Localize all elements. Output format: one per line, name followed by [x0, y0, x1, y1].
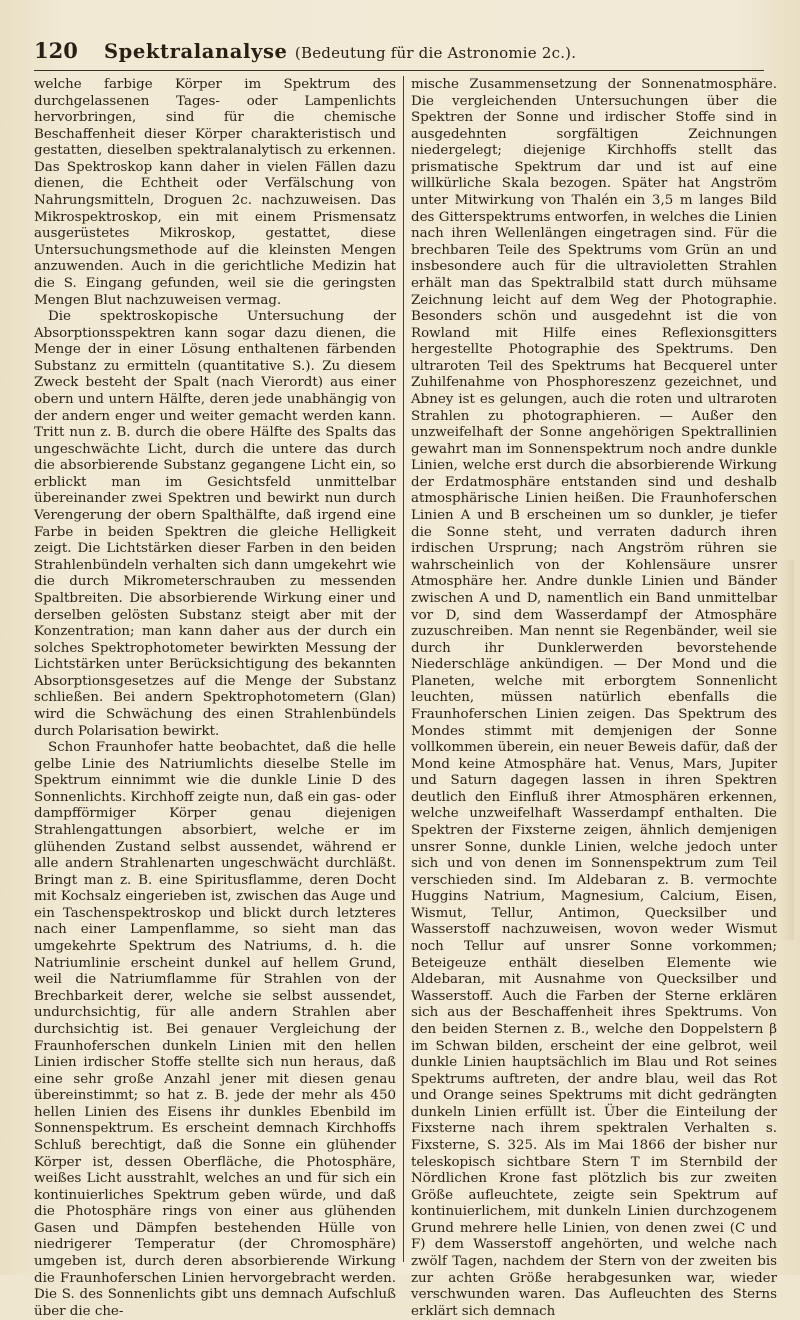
title-main: Spektralanalyse — [104, 40, 288, 63]
running-head — [34, 38, 760, 68]
paragraph: welche farbige Körper im Spektrum des durchgelassenen Tages- oder Lampenlichts hervorbringen, sind für die chemische Beschaffenheit dieser Körper charakteristisch und gestatten, dieselben spektralanalytisch zu erkennen. Das Spektroskop kann daher in vielen Fällen dazu dienen, die Echtheit oder Verfälschung von Nahrungsmitteln, Droguen 2c. nachzuweisen. Das Mikrospektroskop, ein mit einem Prismensatz ausgerüstetes Mikroskop, gestattet, diese Untersuchungsmethode auf die kleinsten Mengen anzuwenden. Auch in die gerichtliche Medizin hat die S. Eingang gefunden, weil sie die geringsten Mengen Blut nachzuweisen vermag. — [34, 77, 396, 308]
right-column — [411, 77, 777, 1320]
page-title — [104, 40, 760, 63]
left-column — [34, 77, 396, 1320]
title-subtitle: (Bedeutung für die Astronomie 2c.). — [294, 44, 577, 62]
page-number: 120 — [34, 38, 78, 63]
page-edge-shading — [780, 560, 794, 940]
paragraph: Schon Fraunhofer hatte beobachtet, daß die helle gelbe Linie des Natriumlichts dieselbe Stelle im Spektrum einnimmt wie die dunkle Linie D des Sonnenlichts. Kirchhoff zeigte nun, daß ein gas- oder dampfförmiger Körper genau diejenigen Strahlengattungen absorbiert, welche er im glühenden Zustand selbst aussendet, während er alle andern Strahlenarten ungeschwächt durchläßt. Bringt man z. B. eine Spiritusflamme, deren Docht mit Kochsalz eingerieben ist, zwischen das Auge und ein Taschenspektroskop und blickt durch letzteres nach einer Lampenflamme, so sieht man das umgekehrte Spektrum des Natriums, d. h. die Natriumlinie erscheint dunkel auf hellem Grund, weil die Natriumflamme für Strahlen von der Brechbarkeit derer, welche sie selbst aussendet, undurchsichtig, für alle andern Strahlen aber durchsichtig ist. Bei genauer Vergleichung der Fraunhoferschen dunkeln Linien mit den hellen Linien irdischer Stoffe stellte sich nun heraus, daß eine sehr große Anzahl jener mit diesen genau übereinstimmt; so hat z. B. jede der mehr als 450 hellen Linien des Eisens ihr dunkles Ebenbild im Sonnenspektrum. Es erscheint demnach Kirchhoffs Schluß berechtigt, daß die Sonne ein glühender Körper ist, dessen Oberfläche, die Photosphäre, weißes Licht ausstrahlt, welches an und für sich ein kontinuierliches Spektrum geben würde, und daß die Photosphäre rings von einer aus glühenden Gasen und Dämpfen bestehenden Hülle von niedrigerer Temperatur (der Chromosphäre) umgeben ist, durch deren absorbierende Wirkung die Fraunhoferschen Linien hervorgebracht werden. Die S. des Sonnenlichts gibt uns demnach Aufschluß über die che- — [34, 740, 396, 1319]
header-rule — [34, 70, 764, 71]
column-divider — [403, 76, 404, 1262]
paragraph: Die spektroskopische Untersuchung der Absorptionsspektren kann sogar dazu dienen, die Menge der in einer Lösung enthaltenen färbenden Substanz zu ermitteln (quantitative S.). Zu diesem Zweck besteht der Spalt (nach Vierordt) aus einer obern und untern Hälfte, deren jede unabhängig von der andern enger und weiter gemacht werden kann. Tritt nun z. B. durch die obere Hälfte des Spalts das ungeschwächte Licht, durch die untere das durch die absorbierende Substanz gegangene Licht ein, so erblickt man im Gesichtsfeld unmittelbar übereinander zwei Spektren und bewirkt nun durch Verengerung der obern Spalthälfte, daß irgend eine Farbe in beiden Spektren die gleiche Helligkeit zeigt. Die Lichtstärken dieser Farben in den beiden Strahlenbündeln verhalten sich dann umgekehrt wie die durch Mikrometerschrauben zu messenden Spaltbreiten. Die absorbierende Wirkung einer und derselben gelösten Substanz steigt aber mit der Konzentration; man kann daher aus der durch ein solches Spektrophotometer bewirkten Messung der Lichtstärken unter Berücksichtigung des bekannten Absorptionsgesetzes auf die Menge der Substanz schließen. Bei andern Spektrophotometern (Glan) wird die Schwächung des einen Strahlenbündels durch Polarisation bewirkt. — [34, 309, 396, 739]
paragraph: mische Zusammensetzung der Sonnenatmosphäre. Die vergleichenden Untersuchungen über die Spektren der Sonne und irdischer Stoffe sind in ausgedehnten sorgfältigen Zeichnungen niedergelegt; diejenige Kirchhoffs stellt das prismatische Spektrum dar und ist auf eine willkürliche Skala bezogen. Später hat Angström unter Mitwirkung von Thalén ein 3,5 m langes Bild des Gitterspektrums entworfen, in welches die Linien nach ihren Wellenlängen eingetragen sind. Für die brechbaren Teile des Spektrums vom Grün an und insbesondere auch für die ultravioletten Strahlen erhält man das Spektralbild statt durch mühsame Zeichnung leicht auf dem Weg der Photographie. Besonders schön und ausgedehnt ist die von Rowland mit Hilfe eines Reflexionsgitters hergestellte Photographie des Spektrums. Den ultraroten Teil des Spektrums hat Becquerel unter Zuhilfenahme von Phosphoreszenz gezeichnet, und Abney ist es gelungen, auch die roten und ultraroten Strahlen zu photographieren. — Außer den unzweifelhaft der Sonne angehörigen Spektrallinien gewahrt man im Sonnenspektrum noch andre dunkle Linien, welche erst durch die absorbierende Wirkung der Erdatmosphäre entstanden sind und deshalb atmosphärische Linien heißen. Die Fraunhoferschen Linien A und B erscheinen um so dunkler, je tiefer die Sonne steht, und verraten dadurch ihren irdischen Ursprung; nach Angström rühren sie wahrscheinlich von der Kohlensäure unsrer Atmosphäre her. Andre dunkle Linien und Bänder zwischen A und D, namentlich ein Band unmittelbar vor D, sind dem Wasserdampf der Atmosphäre zuzuschreiben. Man nennt sie Regenbänder, weil sie durch ihr Dunklerwerden bevorstehende Niederschläge ankündigen. — Der Mond und die Planeten, welche mit erborgtem Sonnenlicht leuchten, müssen natürlich ebenfalls die Fraunhoferschen Linien zeigen. Das Spektrum des Mondes stimmt mit demjenigen der Sonne vollkommen überein, ein neuer Beweis dafür, daß der Mond keine Atmosphäre hat. Venus, Mars, Jupiter und Saturn dagegen lassen in ihren Spektren deutlich den Einfluß ihrer Atmosphären erkennen, welche unzweifelhaft Wasserdampf enthalten. Die Spektren der Fixsterne zeigen, ähnlich demjenigen unsrer Sonne, dunkle Linien, welche jedoch unter sich und von denen im Sonnenspektrum zum Teil verschieden sind. Im Aldebaran z. B. vermochte Huggins Natrium, Magnesium, Calcium, Eisen, Wismut, Tellur, Antimon, Quecksilber und Wasserstoff nachzuweisen, wovon weder Wismut noch Tellur auf unsrer Sonne vorkommen; Beteigeuze enthält dieselben Elemente wie Aldebaran, mit Ausnahme von Quecksilber und Wasserstoff. Auch die Farben der Sterne erklären sich aus der Beschaffenheit ihres Spektrums. Von den beiden Sternen z. B., welche den Doppelstern β im Schwan bilden, erscheint der eine gelbrot, weil dunkle Linien hauptsächlich im Blau und Rot seines Spektrums auftreten, der andre blau, weil das Rot und Orange seines Spektrums mit dicht gedrängten dunkeln Linien erfüllt ist. Über die Einteilung der Fixsterne nach ihrem spektralen Verhalten s. Fixsterne, S. 325. Als im Mai 1866 der bisher nur teleskopisch sichtbare Stern T im Sternbild der Nördlichen Krone fast plötzlich bis zur zweiten Größe aufleuchtete, zeigte sein Spektrum auf kontinuierlichem, mit dunkeln Linien durchzogenem Grund mehrere helle Linien, von denen zwei (C und F) dem Wasserstoff angehörten, und welche nach zwölf Tagen, nachdem der Stern von der zweiten bis zur achten Größe herabgesunken war, wieder verschwunden waren. Das Aufleuchten des Sterns erklärt sich demnach — [411, 77, 777, 1319]
